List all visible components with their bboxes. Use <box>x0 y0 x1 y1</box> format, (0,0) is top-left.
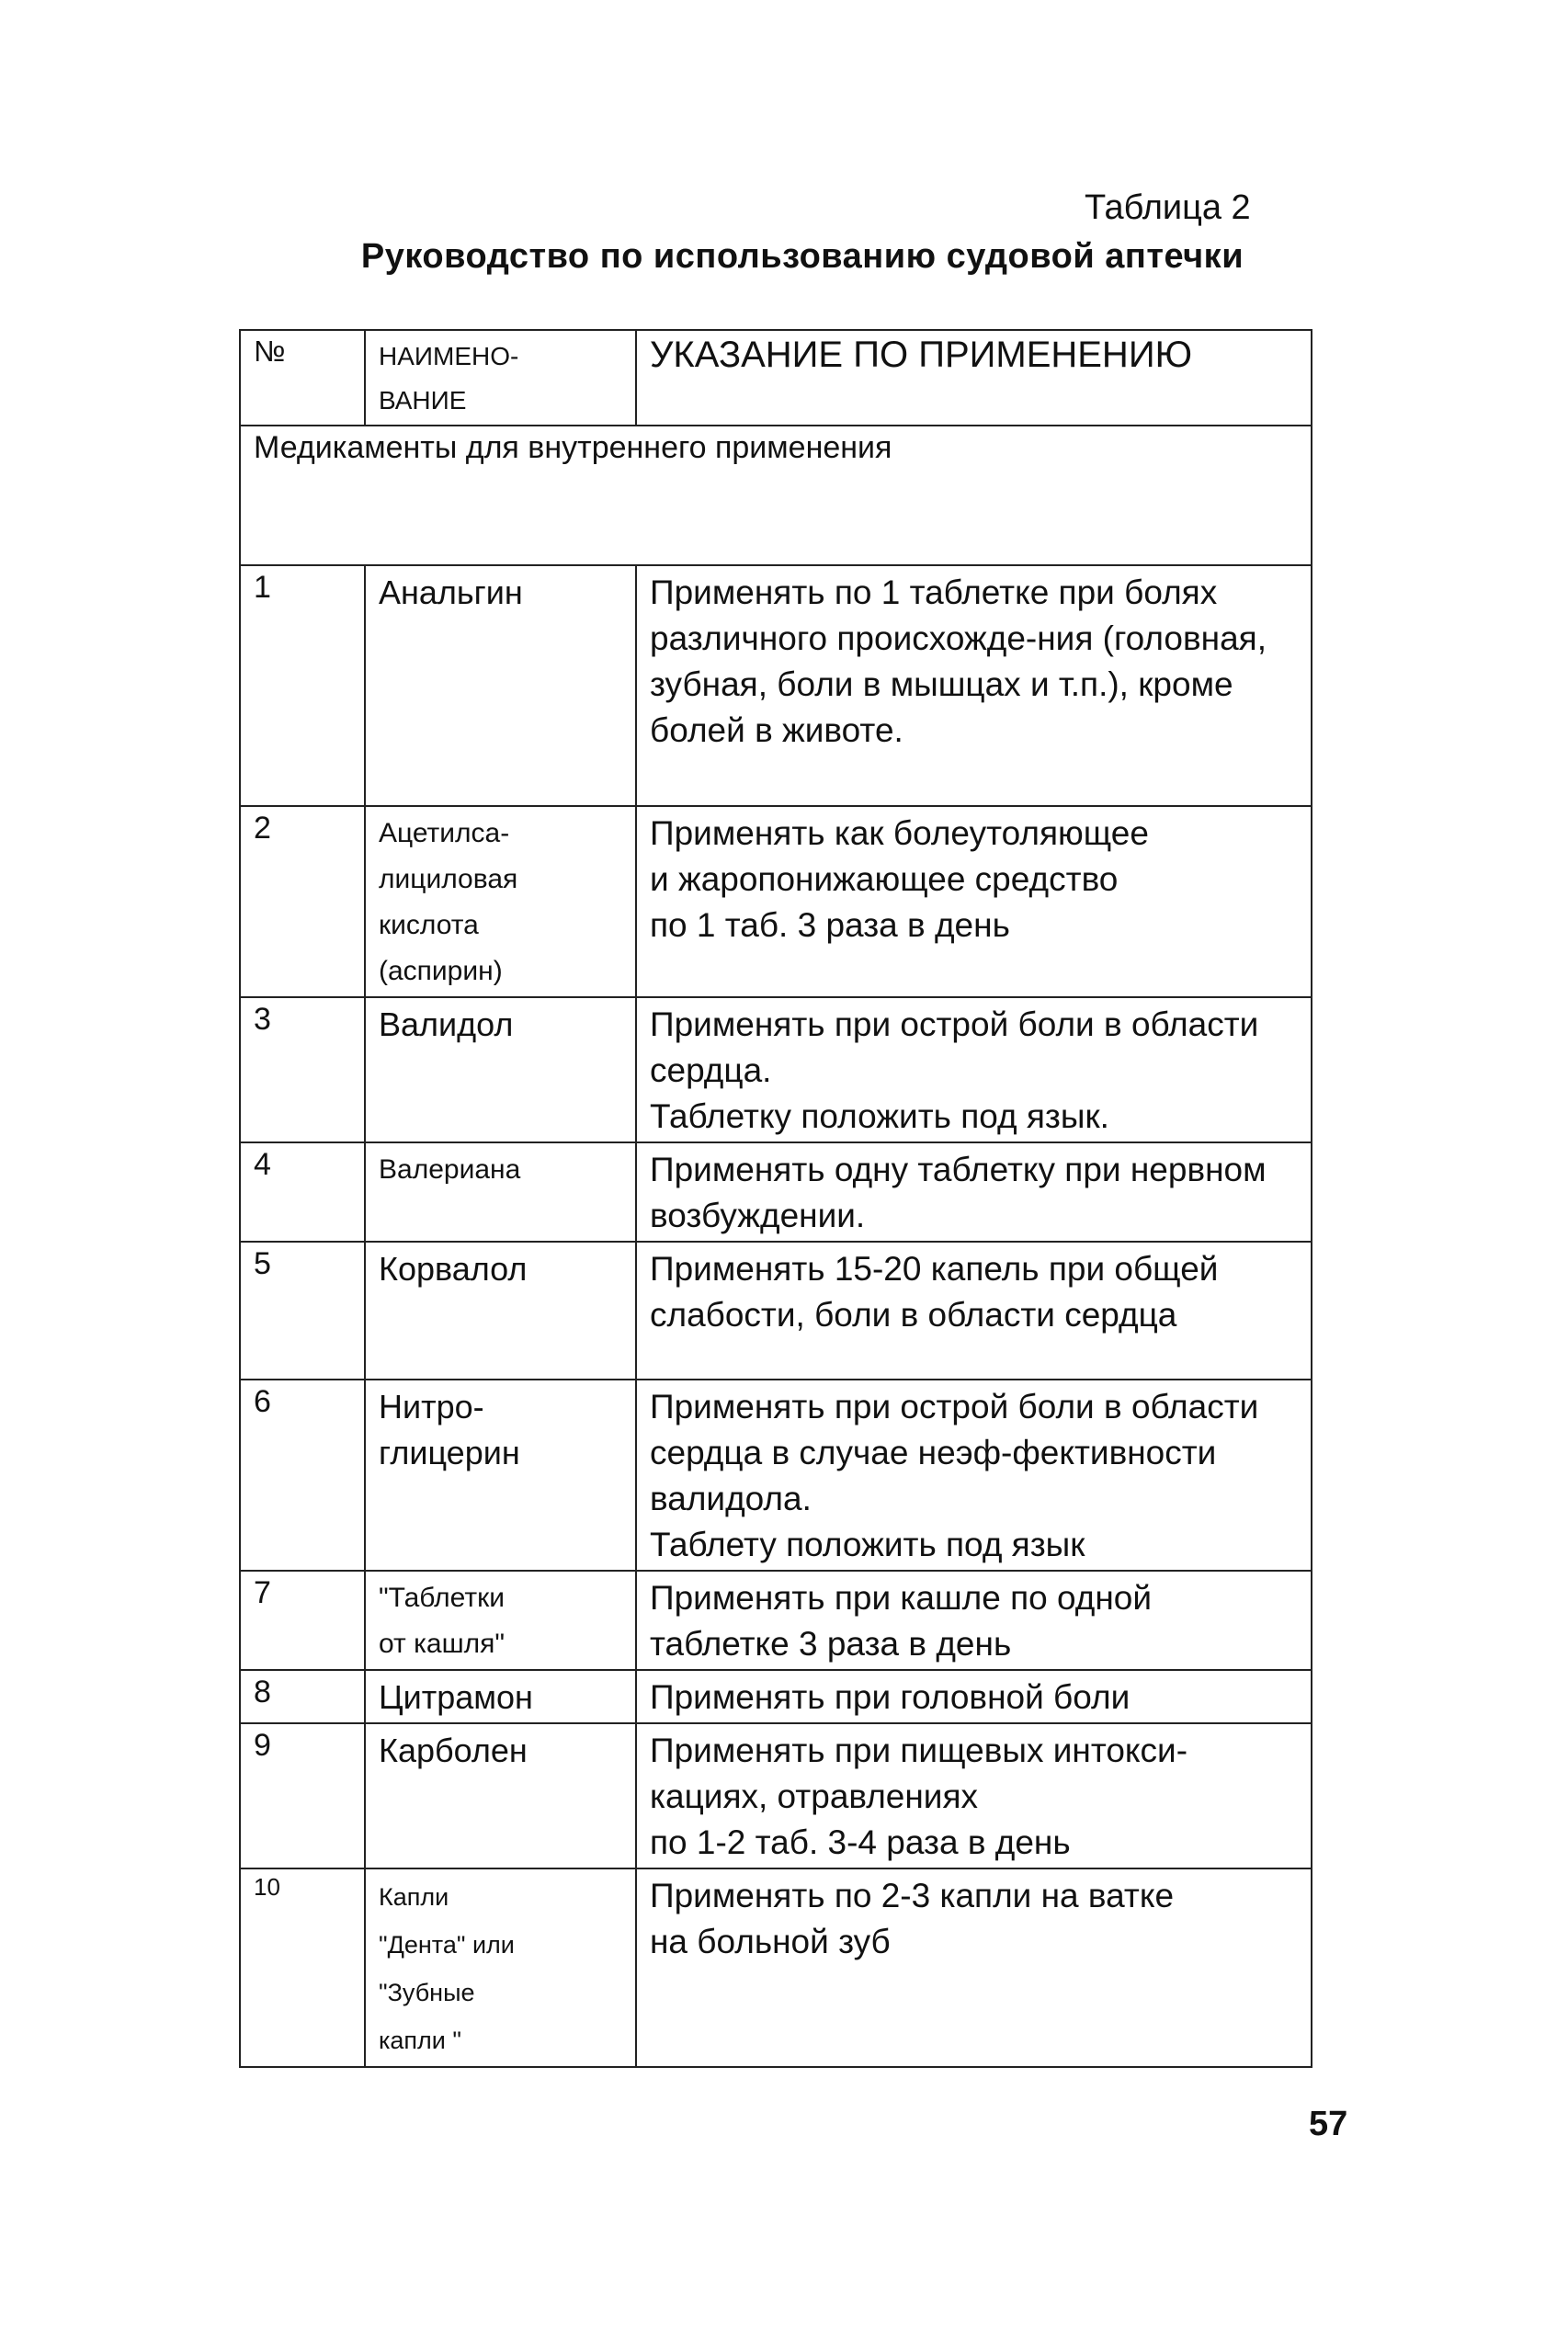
row-number: 5 <box>240 1242 365 1380</box>
medication-name: Валидол <box>365 997 636 1142</box>
row-number: 2 <box>240 806 365 997</box>
page-number: 57 <box>1309 2105 1348 2143</box>
row-number: 7 <box>240 1571 365 1670</box>
table-row <box>240 997 1312 1142</box>
medication-name: Нитро- глицерин <box>365 1380 636 1571</box>
row-number: 1 <box>240 565 365 806</box>
usage-instruction: Применять по 2-3 капли на ватке на больной зуб <box>636 1868 1312 2067</box>
usage-instruction: Применять при пищевых интокси-кациях, отравлениях по 1-2 таб. 3-4 раза в день <box>636 1723 1312 1868</box>
row-number: 4 <box>240 1142 365 1242</box>
row-number: 8 <box>240 1670 365 1723</box>
table-row <box>240 1670 1312 1723</box>
usage-instruction: Применять 15-20 капель при общей слабости, боли в области сердца <box>636 1242 1312 1380</box>
table-title: Руководство по использованию судовой аптечки <box>360 237 1244 276</box>
table-label: Таблица 2 <box>1085 188 1251 227</box>
row-number: 3 <box>240 997 365 1142</box>
medication-name: Анальгин <box>365 565 636 806</box>
usage-instruction: Применять при острой боли в области сердца. Таблетку положить под язык. <box>636 997 1312 1142</box>
usage-instruction: Применять как болеутоляющее и жаропонижающее средство по 1 таб. 3 раза в день <box>636 806 1312 997</box>
table-header-row <box>240 330 1312 426</box>
table-row <box>240 1142 1312 1242</box>
column-header-instruction: УКАЗАНИЕ ПО ПРИМЕНЕНИЮ <box>636 330 1312 426</box>
table-row <box>240 1242 1312 1380</box>
table-row <box>240 1571 1312 1670</box>
section-row <box>240 426 1312 565</box>
usage-instruction: Применять при кашле по одной таблетке 3 раза в день <box>636 1571 1312 1670</box>
column-header-number: № <box>240 330 365 426</box>
medication-name: Карболен <box>365 1723 636 1868</box>
medication-name: Капли "Дента" или "Зубные капли " <box>365 1868 636 2067</box>
column-header-name: НАИМЕНО- ВАНИЕ <box>365 330 636 426</box>
usage-instruction: Применять при острой боли в области сердца в случае неэф-фективности валидола. Таблету положить под язык <box>636 1380 1312 1571</box>
medication-name: Корвалол <box>365 1242 636 1380</box>
table-row <box>240 806 1312 997</box>
medication-name: Цитрамон <box>365 1670 636 1723</box>
row-number: 6 <box>240 1380 365 1571</box>
table-row <box>240 1723 1312 1868</box>
medication-name: Ацетилса- лициловая кислота (аспирин) <box>365 806 636 997</box>
row-number: 10 <box>240 1868 365 2067</box>
medication-guide-table <box>239 329 1312 2068</box>
table-row <box>240 1380 1312 1571</box>
table-row <box>240 565 1312 806</box>
row-number: 9 <box>240 1723 365 1868</box>
section-title: Медикаменты для внутреннего применения <box>240 426 1312 565</box>
usage-instruction: Применять по 1 таблетке при болях различного происхожде-ния (головная, зубная, боли в мышцах и т.п.), кроме болей в животе. <box>636 565 1312 806</box>
usage-instruction: Применять при головной боли <box>636 1670 1312 1723</box>
usage-instruction: Применять одну таблетку при нервном возбуждении. <box>636 1142 1312 1242</box>
medication-name: "Таблетки от кашля" <box>365 1571 636 1670</box>
table-row <box>240 1868 1312 2067</box>
medication-name: Валериана <box>365 1142 636 1242</box>
